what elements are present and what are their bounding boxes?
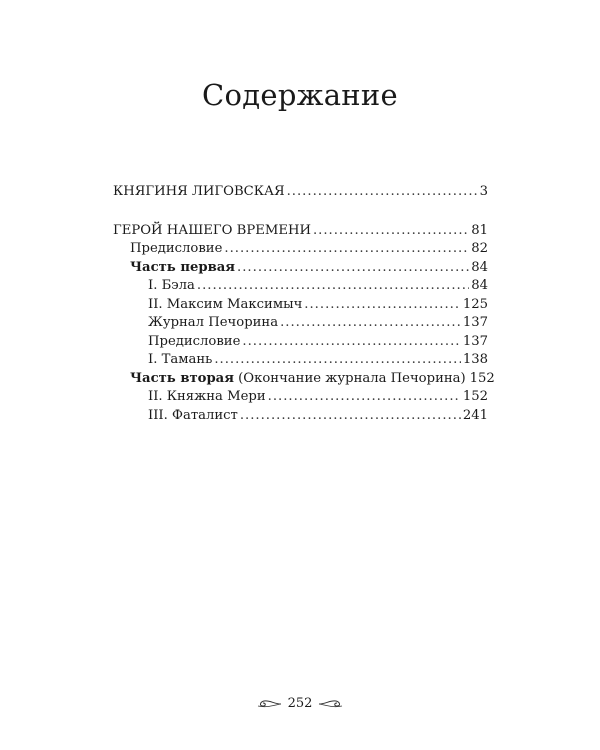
toc-entry-label: Предисловие (148, 333, 241, 349)
toc-entry-fatalist[interactable] (113, 408, 488, 427)
toc-page-number: 81 (471, 222, 488, 238)
table-of-contents (113, 184, 495, 426)
right-flourish-icon (318, 699, 346, 709)
toc-page-number: 82 (471, 241, 488, 256)
toc-entry-chast-vtoraya[interactable] (113, 370, 495, 390)
toc-page-number: 241 (462, 407, 488, 423)
toc-entry-predislovie[interactable] (113, 241, 488, 260)
toc-entry-label: I. Тамань (148, 352, 213, 367)
toc-entry-label: ГЕРОЙ НАШЕГО ВРЕМЕНИ (113, 222, 311, 238)
toc-page-number: 138 (462, 352, 488, 367)
toc-entry-knyaginya-ligovskaya[interactable] (113, 184, 488, 203)
toc-entry-chast-pervaya[interactable] (113, 260, 488, 279)
toc-entry-bold-label: Часть вторая (130, 370, 234, 386)
toc-page-number: 152 (469, 370, 495, 386)
toc-page-number: 84 (471, 278, 488, 293)
left-flourish-icon (254, 699, 282, 709)
toc-entry-knyazhna-meri[interactable] (113, 389, 488, 408)
dot-leader (237, 260, 469, 275)
toc-entry-label: II. Княжна Мери (148, 389, 266, 404)
toc-entry-geroy-nashego-vremeni[interactable] (113, 223, 488, 242)
toc-page-number: 84 (471, 259, 488, 275)
toc-page-number: 3 (479, 184, 488, 199)
dot-leader (287, 184, 478, 199)
toc-entry-label: III. Фаталист (148, 407, 238, 423)
dot-leader (304, 297, 461, 312)
dot-leader (224, 241, 469, 256)
dot-leader (268, 389, 461, 404)
toc-entry-label (130, 260, 235, 275)
page-number: 252 (287, 696, 313, 711)
toc-page-number: 152 (462, 389, 488, 404)
dot-leader (240, 408, 461, 423)
toc-entry-label: II. Максим Максимыч (148, 296, 303, 312)
toc-entry-subtitle: (Окончание журнала Печорина) (233, 370, 466, 386)
toc-entry-label: Предисловие (130, 241, 223, 256)
dot-leader (214, 352, 460, 367)
toc-entry-maksim-maksimych[interactable] (113, 297, 488, 316)
dot-leader (197, 278, 469, 293)
toc-entry-label (130, 371, 466, 386)
toc-entry-label: Журнал Печорина (148, 315, 279, 330)
toc-entry-label: КНЯГИНЯ ЛИГОВСКАЯ (113, 184, 285, 199)
toc-entry-bold-label: Часть первая (130, 259, 236, 275)
dot-leader (242, 334, 460, 349)
toc-entry-predislovie-zhurnala[interactable] (113, 334, 488, 353)
dot-leader (313, 223, 469, 238)
toc-entry-taman[interactable] (113, 352, 488, 371)
dot-leader (280, 315, 461, 330)
toc-page-number: 137 (462, 333, 488, 349)
toc-entry-zhurnal-pechorina[interactable] (113, 315, 488, 334)
toc-entry-label: I. Бэла (148, 278, 195, 293)
page-footer (0, 696, 600, 711)
toc-page-number: 137 (462, 315, 488, 330)
toc-entry-bela[interactable] (113, 278, 488, 297)
toc-page-number: 125 (462, 296, 488, 312)
page-title: Содержание (201, 78, 399, 112)
